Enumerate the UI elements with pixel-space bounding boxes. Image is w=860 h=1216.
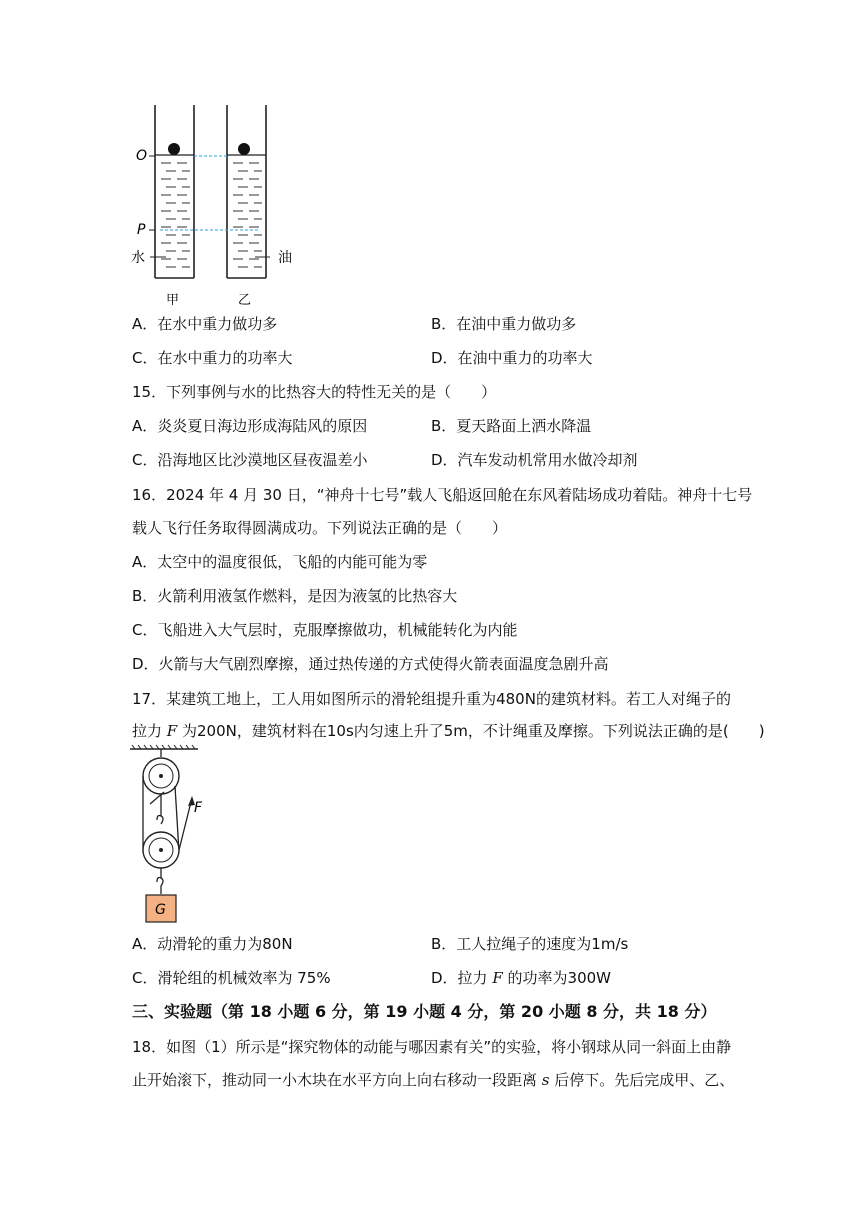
label-oil: 油 bbox=[278, 250, 292, 266]
q17-stem-line1: 17．某建筑工地上，工人用如图所示的滑轮组提升重为480N的建筑材料。若工人对绳子的 bbox=[132, 690, 731, 708]
q18-line2 bbox=[132, 1069, 734, 1091]
q16-option-b: B．火箭利用液氢作燃料，是因为液氢的比热容大 bbox=[132, 587, 458, 605]
q14-option-c: C．在水中重力的功率大 bbox=[132, 349, 293, 367]
tubes-figure bbox=[128, 100, 308, 310]
q18-line2-suffix: 后停下。先后完成甲、乙、 bbox=[554, 1071, 735, 1089]
label-jia: 甲 bbox=[166, 293, 180, 308]
q17-option-d-prefix: D．拉力 bbox=[431, 969, 488, 987]
q17-stem-line2-suffix: 为200N，建筑材料在10s内匀速上升了5m，不计绳重及摩擦。下列说法正确的是( ) bbox=[182, 722, 765, 740]
label-force-f: F bbox=[194, 800, 203, 816]
q17-option-d-suffix: 的功率为300W bbox=[507, 969, 612, 987]
label-yi: 乙 bbox=[238, 293, 252, 308]
q15-option-d: D．汽车发动机常用水做冷却剂 bbox=[431, 451, 638, 469]
q15-option-b: B．夏天路面上洒水降温 bbox=[431, 417, 592, 435]
q16-option-d: D．火箭与大气剧烈摩擦，通过热传递的方式使得火箭表面温度急剧升高 bbox=[132, 655, 609, 673]
ball-jia bbox=[168, 143, 180, 155]
q17-option-a: A．动滑轮的重力为80N bbox=[132, 935, 293, 953]
tube-jia bbox=[155, 105, 194, 278]
q18-line1: 18．如图（1）所示是“探究物体的动能与哪因素有关”的实验，将小钢球从同一斜面上由静 bbox=[132, 1038, 732, 1056]
label-p: P bbox=[137, 222, 146, 238]
label-weight-g: G bbox=[155, 902, 166, 918]
q17-option-d-force-symbol: F bbox=[492, 969, 503, 987]
q14-option-a: A．在水中重力做功多 bbox=[132, 315, 278, 333]
q15-option-a: A．炎炎夏日海边形成海陆风的原因 bbox=[132, 417, 368, 435]
movable-pulley bbox=[143, 832, 179, 868]
q14-option-d: D．在油中重力的功率大 bbox=[431, 349, 593, 367]
q16-option-c: C．飞船进入大气层时，克服摩擦做功，机械能转化为内能 bbox=[132, 621, 518, 639]
q17-option-c: C．滑轮组的机械效率为 75% bbox=[132, 969, 331, 987]
section-3-title: 三、实验题（第 18 小题 6 分，第 19 小题 4 分，第 20 小题 8 分，共 18 分） bbox=[132, 1002, 717, 1021]
q17-stem-line2-prefix: 拉力 bbox=[132, 722, 163, 740]
tube-yi bbox=[227, 105, 266, 278]
q15-stem: 15．下列事例与水的比热容大的特性无关的是（ ） bbox=[132, 383, 497, 401]
q18-line2-prefix: 止开始滚下，推动同一小木块在水平方向上向右移动一段距离 bbox=[132, 1071, 538, 1089]
ball-yi bbox=[238, 143, 250, 155]
q18-distance-symbol: s bbox=[541, 1071, 550, 1089]
q15-option-c: C．沿海地区比沙漠地区昼夜温差小 bbox=[132, 451, 368, 469]
q16-stem-line1: 16．2024 年 4 月 30 日，“神舟十七号”载人飞船返回舱在东风着陆场成功着陆。神舟十七号 bbox=[132, 486, 753, 504]
q16-stem-line2: 载人飞行任务取得圆满成功。下列说法正确的是（ ） bbox=[132, 519, 508, 537]
fixed-pulley bbox=[143, 758, 179, 794]
q17-option-b: B．工人拉绳子的速度为1m/s bbox=[431, 935, 629, 953]
pull-rope bbox=[179, 802, 191, 850]
pulley-figure bbox=[128, 744, 218, 926]
label-water: 水 bbox=[131, 250, 145, 266]
label-o: O bbox=[136, 148, 148, 164]
q17-option-d bbox=[431, 967, 611, 989]
q16-option-a: A．太空中的温度很低，飞船的内能可能为零 bbox=[132, 553, 428, 571]
q14-option-b: B．在油中重力做功多 bbox=[431, 315, 577, 333]
q17-force-symbol: F bbox=[166, 722, 178, 740]
q17-stem-line2 bbox=[132, 720, 765, 742]
